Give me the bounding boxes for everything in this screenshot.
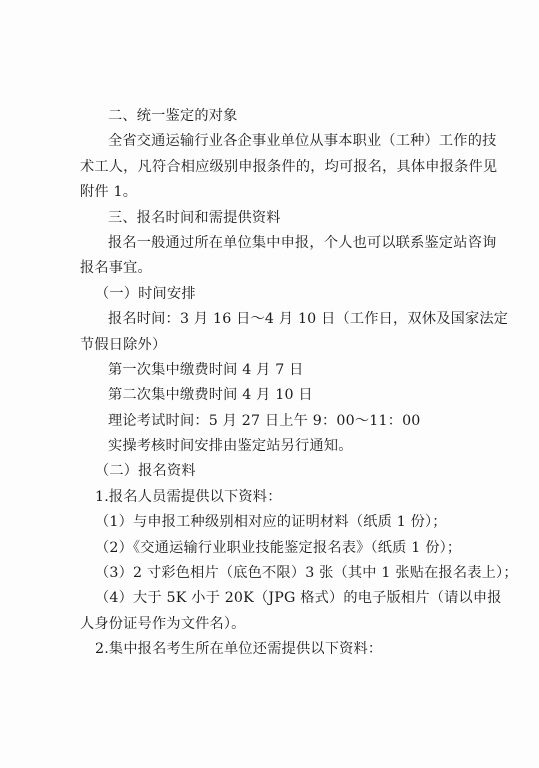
document-body — [80, 104, 518, 663]
paragraph-line: 术工人，凡符合相应级别申报条件的，均可报名，具体申报条件见 — [80, 158, 498, 175]
list-item: （4）大于 5K 小于 20K（JPG 格式）的电子版相片（请以申报 — [95, 590, 502, 607]
list-item: （1）与申报工种级别相对应的证明材料（纸质 1 份）； — [95, 514, 447, 531]
paragraph-line: 实操考核时间安排由鉴定站另行通知。 — [108, 438, 353, 455]
paragraph-line: 节假日除外） — [80, 336, 167, 353]
paragraph-line: 理论考试时间：5 月 27 日上午 9：00～11：00 — [108, 412, 421, 429]
paragraph-line: 报名时间：3 月 16 日～4 月 10 日（工作日，双休及国家法定 — [108, 311, 509, 328]
paragraph-line: 报名一般通过所在单位集中申报，个人也可以联系鉴定站咨询 — [108, 234, 497, 251]
subsection-heading-2: （二）报名资料 — [95, 463, 196, 480]
subsection-heading-1: （一）时间安排 — [95, 285, 196, 302]
paragraph-line: 报名事宜。 — [80, 260, 152, 277]
paragraph-line: 附件 1。 — [80, 184, 138, 201]
list-item: （2）《交通运输行业职业技能鉴定报名表》（纸质 1 份）； — [95, 539, 462, 556]
list-heading-1: 1.报名人员需提供以下资料： — [95, 488, 282, 505]
section-heading-2: 二、统一鉴定的对象 — [108, 108, 238, 124]
paragraph-line: 人身份证号作为文件名）。 — [80, 615, 246, 632]
paragraph-line: 第一次集中缴费时间 4 月 7 日 — [108, 361, 304, 378]
list-item: （3）2 寸彩色相片（底色不限）3 张（其中 1 张贴在报名表上）； — [95, 565, 518, 582]
paragraph-line: 第二次集中缴费时间 4 月 10 日 — [108, 387, 313, 404]
list-heading-2: 2.集中报名考生所在单位还需提供以下资料： — [95, 641, 383, 658]
section-heading-3: 三、报名时间和需提供资料 — [108, 209, 281, 226]
paragraph-line: 全省交通运输行业各企事业单位从事本职业（工种）工作的技 — [108, 133, 497, 150]
